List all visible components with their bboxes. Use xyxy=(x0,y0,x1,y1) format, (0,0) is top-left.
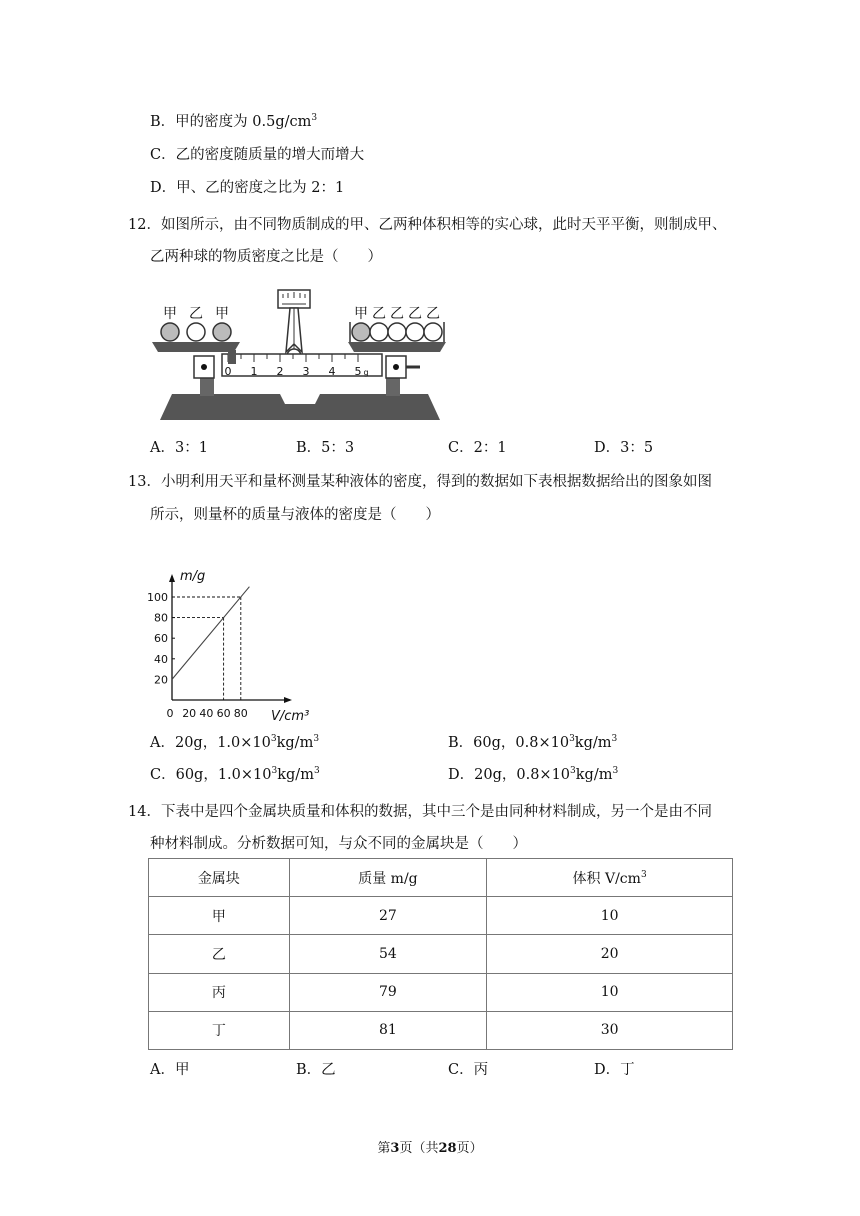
q13-stem-line1: 13．小明利用天平和量杯测量某种液体的密度，得到的数据如下表根据数据给出的图象如图 xyxy=(128,474,712,490)
y-tick-label: 100 xyxy=(147,591,168,604)
right-label-4: 乙 xyxy=(426,306,440,322)
q14-option-c: C．丙 xyxy=(448,1062,489,1078)
q14-option-d: D．丁 xyxy=(594,1062,635,1078)
table-row xyxy=(149,935,733,973)
q12-option-c: C．2：1 xyxy=(448,440,507,456)
q12-stem-line2: 乙两种球的物质密度之比是（ ） xyxy=(150,249,382,265)
q13-option-d: D．20g，$0.8\times 10^3kg/m^3$ xyxy=(448,766,619,783)
right-label-1: 乙 xyxy=(372,306,386,322)
left-label-0: 甲 xyxy=(163,306,177,322)
table-cell: 乙 xyxy=(149,935,290,973)
q12-option-a: A．3：1 xyxy=(150,440,208,456)
table-cell: 54 xyxy=(289,935,487,973)
right-pan xyxy=(348,342,446,352)
table-row xyxy=(149,897,733,935)
metal-block-table xyxy=(148,858,733,1050)
table-cell: 27 xyxy=(289,897,487,935)
q11-option-b: B．甲的密度为 $0.5g/cm^3$ xyxy=(150,113,318,130)
table-cell: 79 xyxy=(289,973,487,1011)
scale-label-4: 4 xyxy=(328,365,336,378)
q11-option-d: D．甲、乙的密度之比为 2：1 xyxy=(150,180,345,196)
ball-yi xyxy=(406,323,424,341)
q14-stem-line1: 14．下表中是四个金属块质量和体积的数据，其中三个是由同种材料制成，另一个是由不同 xyxy=(128,804,712,820)
page-footer: 第3页（共28页） xyxy=(377,1141,483,1156)
ball-yi xyxy=(370,323,388,341)
ball-jia xyxy=(352,323,370,341)
x-tick-label: 20 xyxy=(182,707,197,720)
table-cell: 10 xyxy=(487,897,733,935)
mass-volume-chart xyxy=(147,566,325,726)
header-cell: 质量 m/g xyxy=(289,859,487,897)
q13-stem-line2: 所示，则量杯的质量与液体的密度是（ ） xyxy=(150,507,440,523)
q13-option-c: C．60g，$1.0\times 10^3kg/m^3$ xyxy=(150,766,320,783)
table-cell: 甲 xyxy=(149,897,290,935)
header-cell: 体积 $V/cm^3$ xyxy=(487,859,733,897)
q14-stem-line2: 种材料制成。分析数据可知，与众不同的金属块是（ ） xyxy=(150,836,527,852)
y-tick-label: 40 xyxy=(154,652,168,666)
table-cell: 81 xyxy=(289,1011,487,1049)
series-line-0 xyxy=(172,587,249,680)
scale-label-2: 2 xyxy=(276,365,284,378)
scale-label-1: 1 xyxy=(250,365,258,378)
ball-yi xyxy=(424,323,442,341)
q13-option-b: B．60g，$0.8\times 10^3kg/m^3$ xyxy=(448,734,618,751)
left-pan xyxy=(152,342,240,352)
table-cell: 10 xyxy=(487,973,733,1011)
right-label-2: 乙 xyxy=(390,306,404,322)
ball-yi xyxy=(187,323,205,341)
scale-unit: g xyxy=(363,368,369,377)
y-axis-label: m/g xyxy=(180,569,206,584)
table-row xyxy=(149,1011,733,1049)
right-label-0: 甲 xyxy=(354,306,368,322)
scale-label-5: 5 xyxy=(354,365,362,378)
left-label-1: 乙 xyxy=(189,306,203,322)
table-cell: 丙 xyxy=(149,973,290,1011)
x-tick-label: 0 xyxy=(166,707,174,720)
table-cell: 20 xyxy=(487,935,733,973)
header-cell: 金属块 xyxy=(149,859,290,897)
x-axis-arrow xyxy=(284,697,292,703)
x-tick-label: 80 xyxy=(233,707,248,720)
table-header-row xyxy=(149,859,733,897)
q14-option-b: B．乙 xyxy=(296,1062,336,1078)
scale-label-0: 0 xyxy=(224,365,232,378)
y-tick-label: 60 xyxy=(154,632,168,646)
x-tick-label: 40 xyxy=(199,707,214,720)
table-row xyxy=(149,973,733,1011)
table-cell: 30 xyxy=(487,1011,733,1049)
y-tick-label: 20 xyxy=(154,673,168,687)
ball-jia xyxy=(161,323,179,341)
y-axis-arrow xyxy=(169,574,175,582)
q14-option-a: A．甲 xyxy=(150,1062,190,1078)
ball-yi xyxy=(388,323,406,341)
q12-option-b: B．5：3 xyxy=(296,440,355,456)
q11-option-c: C．乙的密度随质量的增大而增大 xyxy=(150,147,365,163)
ball-jia xyxy=(213,323,231,341)
q12-stem-line1: 12．如图所示，由不同物质制成的甲、乙两种体积相等的实心球，此时天平平衡，则制成甲、 xyxy=(128,217,727,233)
y-tick-label: 80 xyxy=(154,611,168,625)
table-cell: 丁 xyxy=(149,1011,290,1049)
right-label-3: 乙 xyxy=(408,306,422,322)
balance-figure xyxy=(150,282,450,424)
left-label-2: 甲 xyxy=(215,306,229,322)
x-tick-label: 60 xyxy=(216,707,231,720)
q12-option-d: D．3：5 xyxy=(594,440,654,456)
scale-label-3: 3 xyxy=(302,365,310,378)
x-axis-label: V/cm³ xyxy=(271,709,310,724)
q13-option-a: A．20g，$1.0\times 10^3kg/m^3$ xyxy=(150,734,320,751)
